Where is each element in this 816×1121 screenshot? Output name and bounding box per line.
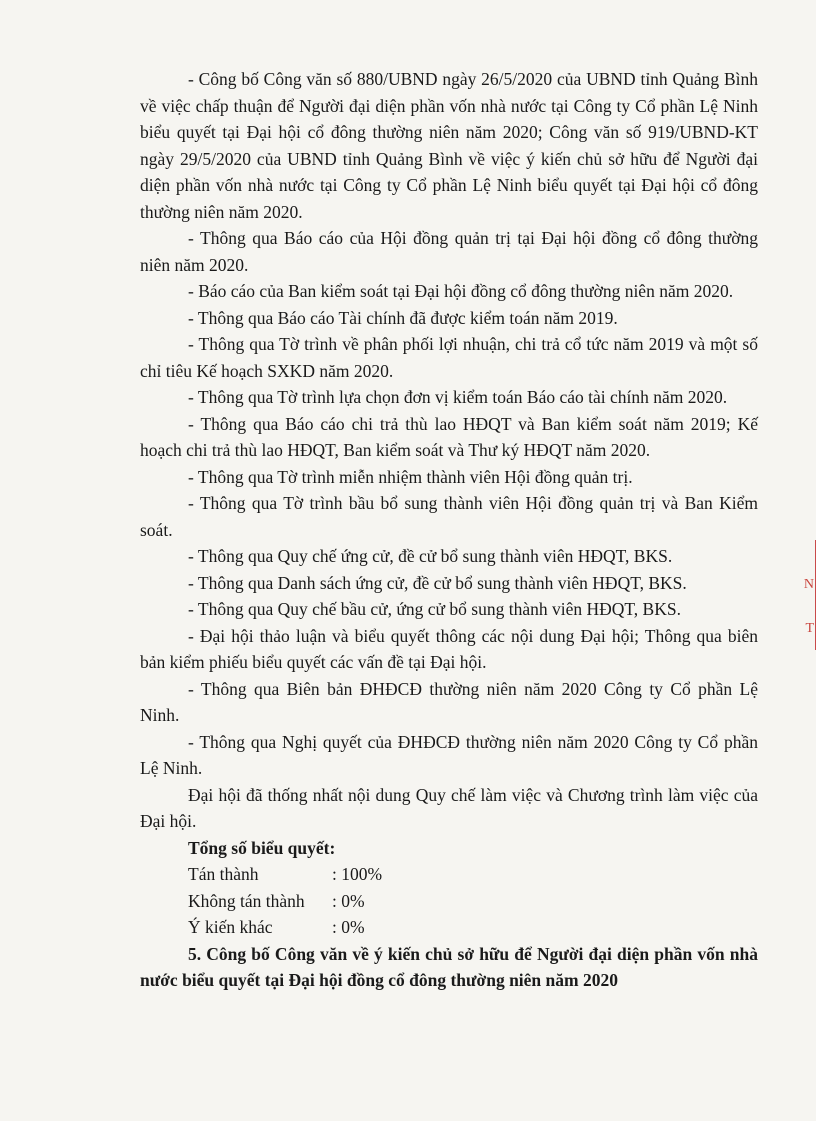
paragraph-additional-election: - Thông qua Tờ trình bầu bổ sung thành viên Hội đồng quản trị và Ban Kiểm soát. [140, 493, 758, 540]
paragraph-candidate-list: - Thông qua Danh sách ứng cử, đề cử bổ sung thành viên HĐQT, BKS. [188, 572, 687, 593]
paragraph-resolution: - Thông qua Nghị quyết của ĐHĐCĐ thường niên năm 2020 Công ty Cổ phần Lệ Ninh. [140, 731, 758, 778]
paragraph-discussion: - Đại hội thảo luận và biểu quyết thông các nội dung Đại hội; Thông qua biên bản kiểm phiếu biểu quyết các vấn đề tại Đại hội. [140, 625, 758, 672]
vote-summary-title: Tổng số biểu quyết: [188, 837, 336, 858]
paragraph-supervisory-report: - Báo cáo của Ban kiểm soát tại Đại hội đồng cổ đông thường niên năm 2020. [188, 281, 734, 301]
paragraph-board-report: - Thông qua Báo cáo của Hội đồng quản trị tại Đại hội đồng cổ đông thường niên năm 2020. [140, 228, 758, 275]
vote-label: Tán thành [188, 864, 259, 884]
document-page [140, 66, 758, 994]
paragraph-financial-report: - Thông qua Báo cáo Tài chính đã được kiểm toán năm 2019. [188, 307, 618, 328]
vote-value: : 0% [332, 890, 365, 911]
section-heading-5: 5. Công bố Công văn về ý kiến chủ sở hữu để Người đại diện phần vốn nhà nước biểu quyết tại Đại hội đồng cổ đông thường niên năm 2020 [140, 943, 758, 990]
paragraph-profit-distribution: - Thông qua Tờ trình về phân phối lợi nhuận, chi trả cổ tức năm 2019 và một số chỉ tiêu Kế hoạch SXKD năm 2020. [140, 334, 758, 381]
vote-row-disapprove [140, 888, 758, 915]
margin-stamp-glyph: T [805, 621, 814, 636]
paragraph-agreement: Đại hội đã thống nhất nội dung Quy chế làm việc và Chương trình làm việc của Đại hội. [140, 784, 758, 831]
paragraph-election-rules: - Thông qua Quy chế bầu cử, ứng cử bổ sung thành viên HĐQT, BKS. [188, 599, 681, 619]
paragraph-auditor-selection: - Thông qua Tờ trình lựa chọn đơn vị kiểm toán Báo cáo tài chính năm 2020. [188, 387, 728, 407]
vote-value: : 0% [332, 917, 365, 937]
paragraph-remuneration: - Thông qua Báo cáo chi trả thù lao HĐQT và Ban kiểm soát năm 2019; Kế hoạch chi trả thù lao HĐQT, Ban kiểm soát và Thư ký HĐQT năm 2020. [140, 413, 758, 460]
paragraph-minutes: - Thông qua Biên bản ĐHĐCĐ thường niên năm 2020 Công ty Cổ phần Lệ Ninh. [140, 678, 758, 725]
vote-label: Ý kiến khác [188, 917, 273, 937]
vote-label: Không tán thành [188, 890, 305, 911]
vote-row-approve [140, 861, 758, 888]
vote-row-other [140, 914, 758, 941]
paragraph-dismissal: - Thông qua Tờ trình miễn nhiệm thành viên Hội đồng quản trị. [188, 466, 633, 487]
vote-value: : 100% [332, 864, 383, 884]
paragraph-nomination-rules: - Thông qua Quy chế ứng cử, đề cử bổ sung thành viên HĐQT, BKS. [188, 546, 673, 566]
margin-stamp-glyph: N [803, 577, 814, 592]
paragraph-announcement: - Công bố Công văn số 880/UBND ngày 26/5/2020 của UBND tỉnh Quảng Bình về việc chấp thuận để Người đại diện phần vốn nhà nước tại Công ty Cổ phần Lệ Ninh biểu quyết tại Đại hội cổ đông thường niên năm 2020; Công văn số 919/UBND-KT ngày 29/5/2020 của UBND tỉnh Quảng Bình về việc ý kiến chủ sở hữu để Người đại diện phần vốn nhà nước tại Công ty Cổ phần Lệ Ninh biểu quyết tại Đại hội cổ đông thường niên năm 2020. [140, 69, 758, 222]
